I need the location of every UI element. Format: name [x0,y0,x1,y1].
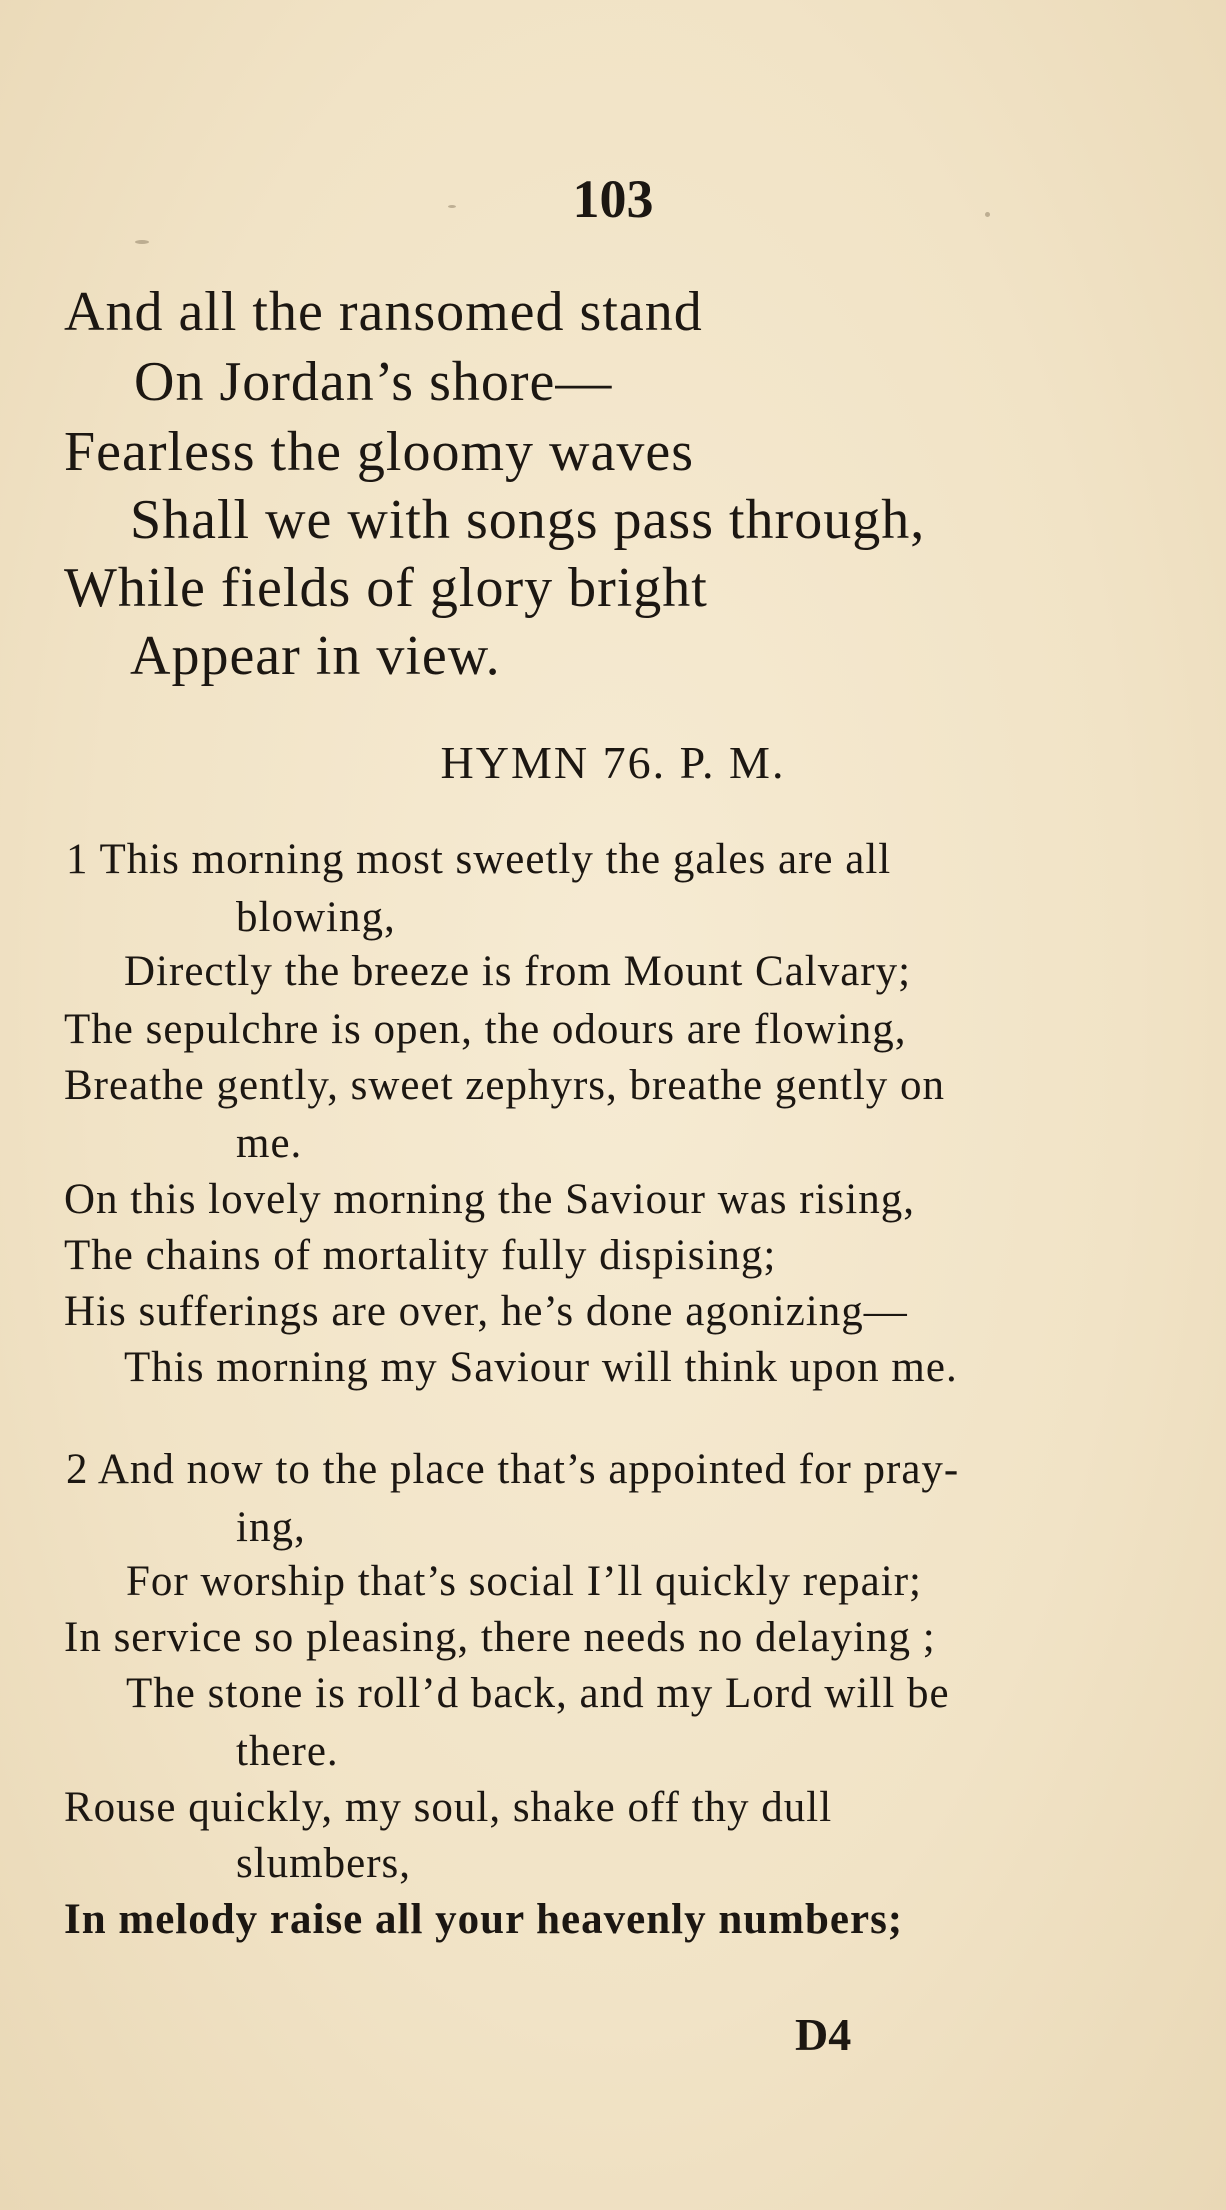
stanza-line: His sufferings are over, he’s done agonizing— [64,1288,908,1335]
stanza-line: The sepulchre is open, the odours are flowing, [64,1006,907,1053]
page-number: 103 [572,169,654,229]
signature-mark: D4 [795,2009,852,2060]
verse-line: On Jordan’s shore— [134,351,613,413]
stanza-line: 1 This morning most sweetly the gales are all [66,836,892,883]
stanza-line: In melody raise all your heavenly numbers; [64,1896,904,1943]
verse-line: And all the ransomed stand [64,281,703,343]
verse-line: While fields of glory bright [64,557,708,619]
stanza-line: me. [236,1120,303,1167]
stanza-line: On this lovely morning the Saviour was rising, [64,1176,915,1223]
stanza-line: blowing, [236,894,396,941]
stanza-line: The chains of mortality fully dispising; [64,1232,777,1279]
verse-line: Appear in view. [130,625,501,687]
stanza-line: For worship that’s social I’ll quickly repair; [126,1558,922,1605]
stanza-line: The stone is roll’d back, and my Lord will be [126,1670,950,1717]
stanza-line: In service so pleasing, there needs no delaying ; [64,1614,936,1661]
ink-speck [135,240,149,244]
stanza-line: ing, [236,1504,306,1551]
stanza-line: 2 And now to the place that’s appointed for pray- [66,1446,960,1493]
stanza-line: there. [236,1728,339,1775]
stanza-line: Rouse quickly, my soul, shake off thy dull [64,1784,833,1831]
stanza-line: Breathe gently, sweet zephyrs, breathe gently on [64,1062,946,1109]
stanza-line: This morning my Saviour will think upon me. [124,1344,958,1391]
stanza-line: Directly the breeze is from Mount Calvary; [124,948,912,995]
verse-line: Shall we with songs pass through, [130,489,926,551]
stanza-line: slumbers, [236,1840,412,1887]
verse-line: Fearless the gloomy waves [64,421,694,483]
hymn-title: HYMN 76. P. M. [440,737,786,788]
